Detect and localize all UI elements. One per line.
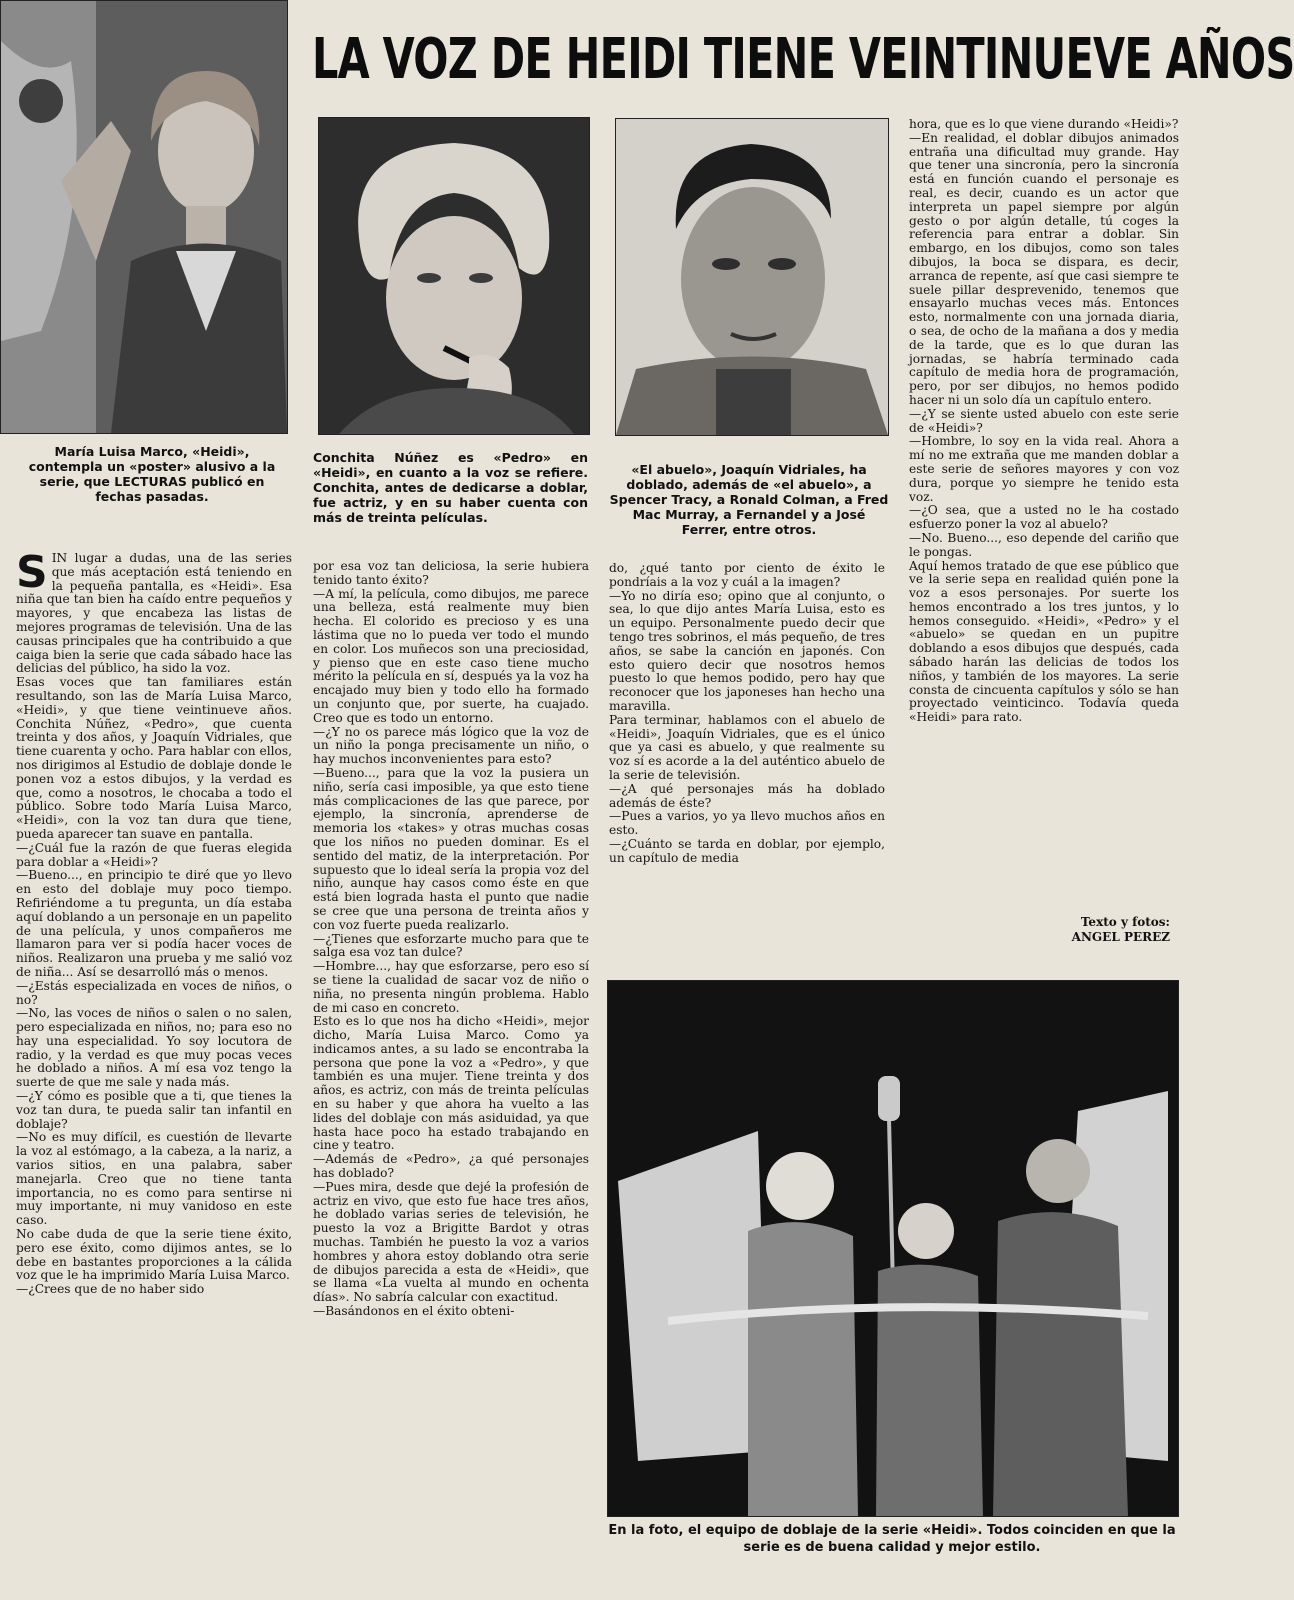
col1-paragraph-10: —¿Crees que de no haber sido <box>16 1282 205 1297</box>
col2-paragraph-10: —Basándonos en el éxito obteni- <box>313 1304 515 1319</box>
col2-paragraph-7: Esto es lo que nos ha dicho «Heidi», mejor dicho, María Luisa Marco. Como ya indicamos antes, a su lado se encontraba la persona que pone la voz a «Pedro», y que también es una mujer. Tiene treinta y dos años, es actriz, con más de treinta películas en su haber y que ahora ha vuelto a las lides del doblaje con más asiduidad, ya que hasta hace poco ha estado trabajando en cine y teatro. <box>313 1014 589 1153</box>
photo-conchita-image <box>319 118 589 434</box>
author-credit <box>1030 915 1170 945</box>
col1-paragraph-8: —No es muy difícil, es cuestión de llevarte la voz al estómago, a la cabeza, a la nariz, a varios sitios, en una palabra, saber manejarla. Creo que no tiene tanta importancia, no es como para sentirse ni muy importante, ni muy vanidoso en este caso. <box>16 1130 292 1228</box>
photo-equipo <box>607 980 1179 1517</box>
photo-conchita <box>318 117 590 435</box>
col2-paragraph-5: —¿Tienes que esforzarte mucho para que te salga esa voz tan dulce? <box>313 931 589 960</box>
col1-paragraph-7: —¿Y cómo es posible que a ti, que tienes la voz tan dura, te pueda salir tan infantil en doblaje? <box>16 1089 292 1131</box>
col4-paragraph-3: —¿Y se siente usted abuelo con este serie de «Heidi»? <box>909 406 1179 435</box>
text-column-2 <box>313 560 589 1596</box>
col3-paragraph-2: —Yo no diría eso; opino que al conjunto, o sea, lo que dijo antes María Luisa, esto es un equipo. Personalmente puedo decir que tengo tres sobrinos, el más pequeño, de tres años, se sabe la canción en japonés. Con esto quiero decir que nosotros hemos puesto lo que hemos podido, pero hay que reconocer que los japoneses han hecho una maravilla. <box>609 588 885 713</box>
col1-paragraph-1 <box>16 547 292 676</box>
col2-paragraph-3: —¿Y no os parece más lógico que la voz de un niño la ponga precisamente un niño, o hay muchos inconvenientes para esto? <box>313 724 589 767</box>
col3-paragraph-5: —Pues a varios, yo ya llevo muchos años en esto. <box>609 809 885 838</box>
photo-maria-luisa <box>0 0 288 434</box>
col4-paragraph-6: —No. Bueno..., eso depende del cariño que le pongas. <box>909 530 1179 559</box>
col3-paragraph-6: —¿Cuánto se tarda en doblar, por ejemplo, un capítulo de media <box>609 836 885 865</box>
text-column-4 <box>909 118 1179 908</box>
col2-paragraph-4: —Bueno..., para que la voz la pusiera un niño, sería casi imposible, ya que esto tiene más complicaciones de las que parece, por ejemplo, la sincronía, aprenderse de memoria los «takes» y otras muchas cosas que los niños no pueden dominar. Es el sentido del matiz, de la interpretación. Por supuesto que lo ideal sería la propia voz del niño, aunque hay casos como éste en que está bien lograda hasta el punto que nadie se cree que una persona de treinta años y con voz fuerte pueda realizarlo. <box>313 765 589 932</box>
photo-joaquin <box>615 118 889 436</box>
caption-maria-luisa: María Luisa Marco, «Heidi», contempla un «poster» alusivo a la serie, que LECTURAS publicó en fechas pasadas. <box>28 444 276 504</box>
headline: LA VOZ DE HEIDI TIENE VEINTINUEVE AÑOS <box>312 27 1294 92</box>
col2-paragraph-9: —Pues mira, desde que dejé la profesión de actriz en vivo, que esto fue hace tres años, he doblado varias series de televisión, he puesto la voz a Brigitte Bardot y otras muchas. También he puesto la voz a varios hombres y ahora estoy doblando otra serie de dibujos parecida a esta de «Heidi», que se llama «La vuelta al mundo en ochenta días». No sabría calcular con exactitud. <box>313 1179 589 1305</box>
col4-paragraph-4: —Hombre, lo soy en la vida real. Ahora a mí no me extraña que me manden doblar a este serie de señores mayores y con voz dura, porque yo siempre he tenido esta voz. <box>909 434 1179 504</box>
photo-equipo-image <box>608 981 1178 1516</box>
caption-conchita: Conchita Núñez es «Pedro» en «Heidi», en cuanto a la voz se refiere. Conchita, antes de dedicarse a doblar, fue actriz, y en su haber cuenta con más de treinta películas. <box>313 450 588 525</box>
col2-paragraph-2: —A mí, la película, como dibujos, me parece una belleza, está realmente muy bien hecha. El colorido es precioso y es una lástima que no lo pueda ver todo el mundo en color. Los muñecos son una preciosidad, y pienso que en este caso tiene mucho mérito la película en sí, después ya la voz ha encajado muy bien y todo ello ha formado un conjunto que, por suerte, ha cuajado. Creo que es todo un entorno. <box>313 586 589 725</box>
credit-label: Texto y fotos: <box>1080 915 1170 929</box>
text-column-1 <box>16 547 292 1596</box>
col4-paragraph-5: —¿O sea, que a usted no le ha costado esfuerzo poner la voz al abuelo? <box>909 503 1179 532</box>
col3-paragraph-1: do, ¿qué tanto por ciento de éxito le pondríais a la voz y cuál a la imagen? <box>609 561 885 589</box>
caption-equipo: En la foto, el equipo de doblaje de la serie «Heidi». Todos coinciden en que la serie es de buena calidad y mejor estilo. <box>608 1523 1176 1555</box>
col2-paragraph-8: —Además de «Pedro», ¿a qué personajes has doblado? <box>313 1152 589 1181</box>
credit-name: ANGEL PEREZ <box>1071 930 1170 944</box>
text-column-3 <box>609 562 885 962</box>
col1-paragraph-4: —Bueno..., en principio te diré que yo llevo en esto del doblaje muy poco tiempo. Refiriéndome a tu pregunta, un día estaba aquí doblando a un personaje en un papelito de una película, y unos compañeros me llamaron para ver si podía hacer voces de niños. Realizaron una prueba y me salió voz de niña... Así se desarrolló más o menos. <box>16 868 292 979</box>
col1-paragraph-3: —¿Cuál fue la razón de que fueras elegida para doblar a «Heidi»? <box>16 840 292 869</box>
caption-joaquin: «El abuelo», Joaquín Vidriales, ha doblado, además de «el abuelo», a Spencer Tracy, a Ronald Colman, a Fred Mac Murray, a Fernandel y a José Ferrer, entre otros. <box>609 462 889 537</box>
photo-maria-luisa-image <box>1 1 287 433</box>
col3-paragraph-3: Para terminar, hablamos con el abuelo de «Heidi», Joaquín Vidriales, que es el único que ya casi es abuelo, y que realmente su voz sí es acorde a la del auténtico abuelo de la serie de televisión. <box>609 712 885 782</box>
col1-paragraph-9: No cabe duda de que la serie tiene éxito, pero ese éxito, como dijimos antes, se lo debe en bastantes proporciones a la cálida voz que le ha imprimido María Luisa Marco. <box>16 1227 292 1283</box>
col1-paragraph-6: —No, las voces de niños o salen o no salen, pero especializada en niños, no; para eso no hay una especialidad. Yo soy locutora de radio, y la verdad es que muy pocas veces he doblado a niños. A mí esa voz tengo la suerte de que me sale y nada más. <box>16 1006 292 1090</box>
col1-paragraph-5: —¿Estás especializada en voces de niños, o no? <box>16 978 292 1007</box>
col3-paragraph-4: —¿A qué personajes más ha doblado además de éste? <box>609 781 885 810</box>
col4-paragraph-2: —En realidad, el doblar dibujos animados entraña una dificultad muy grande. Hay que tener una sincronía, pero la sincronía está en función cuando el personaje es real, es decir, cuando es un actor que interpreta un papel siempre por algún gesto o por algún detalle, tú coges la referencia para entrar a doblar. Sin embargo, en los dibujos, como son tales dibujos, la boca se dispara, es decir, arranca de repente, así que casi siempre te suele pillar desprevenido, tenemos que ensayarlo muchas veces más. Entonces esto, normalmente con una jornada diaria, o sea, de ocho de la mañana a dos y media de la tarde, que es lo que duran las jornadas, se habría terminado cada capítulo de media hora de programación, pero, por ser dibujos, no hemos podido hacer ni un solo día un capítulo entero. <box>909 130 1179 407</box>
col4-paragraph-7: Aquí hemos tratado de que ese público que ve la serie sepa en realidad quién pone la voz a esos personajes. Por suerte los hemos encontrado a los tres juntos, y lo hemos conseguido. «Heidi», «Pedro» y el «abuelo» se quedan en un pupitre doblando a esos dibujos que después, cada sábado harán las delicias de todos los niños, y también de los mayores. La serie consta de cincuenta capítulos y sólo se han proyectado veinticinco. Todavía queda «Heidi» para rato. <box>909 558 1179 725</box>
col2-paragraph-1: por esa voz tan deliciosa, la serie hubiera tenido tanto éxito? <box>313 559 589 587</box>
drop-cap: S <box>16 547 48 598</box>
col2-paragraph-6: —Hombre..., hay que esforzarse, pero eso sí se tiene la cualidad de sacar voz de niño o niña, no presenta ningún problema. Hablo de mi caso en concreto. <box>313 959 589 1015</box>
photo-joaquin-image <box>616 119 888 435</box>
col4-paragraph-1: hora, que es lo que viene durando «Heidi»? <box>909 117 1179 131</box>
col1-paragraph-2: Esas voces que tan familiares están resultando, son las de María Luisa Marco, «Heidi», y que tiene veintinueve años. Conchita Núñez, «Pedro», que cuenta treinta y dos años, y Joaquín Vidriales, que tiene cuarenta y ocho. Para hablar con ellos, nos dirigimos al Estudio de doblaje donde le ponen voz a estos dibujos, y la verdad es que, como a nosotros, le chocaba a todo el público. Sobre todo María Luisa Marco, «Heidi», con la voz tan dura que tiene, pueda aparecer tan suave en pantalla. <box>16 675 292 841</box>
col1-p1-text: IN lugar a dudas, una de las series que más aceptación está teniendo en la pequeña pantalla, es «Heidi». Esa niña que tan bien ha caído entre pequeños y mayores, y que encabeza las listas de mejores programas de televisión. Una de las causas principales que ha contribuido a que caiga bien la serie que cada sábado hace las delicias del público, ha sido la voz. <box>16 551 292 676</box>
